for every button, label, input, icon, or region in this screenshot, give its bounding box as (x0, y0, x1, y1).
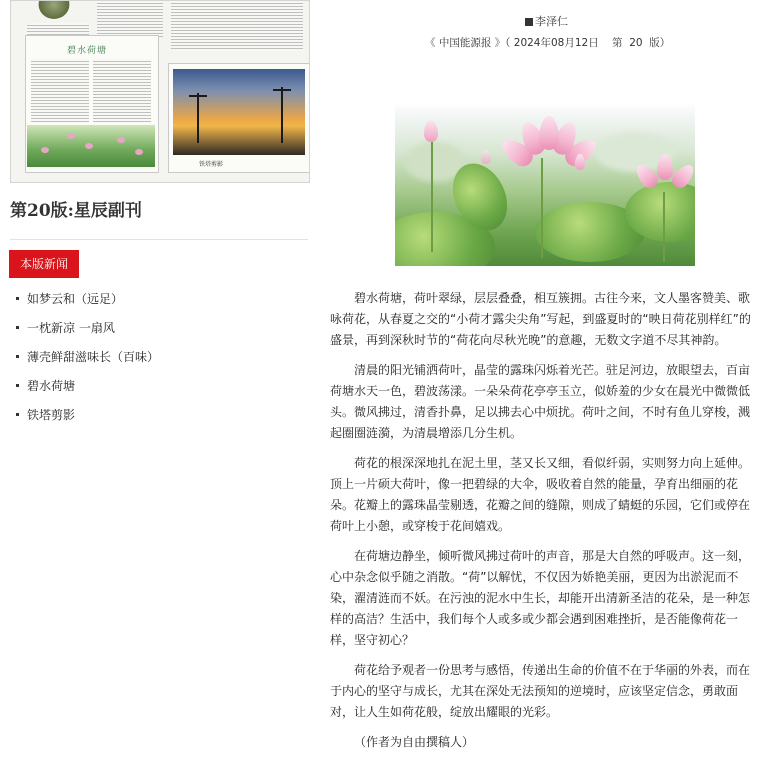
thumb-text-block (93, 59, 151, 123)
article-paragraph: 荷花的根深深地扎在泥土里，茎又长又细，看似纤弱，实则努力向上延伸。顶上一片硕大荷叶，像一把碧绿的大伞，吸收着自然的能量，孕育出细丽的花朵。花瓣上的露珠晶莹剔透，花瓣之间的缝隙，则成了蜻蜓的乐园，它们或停在荷叶上小憩，或穿梭于花间嬉戏。 (330, 456, 751, 533)
page-thumbnail[interactable] (10, 0, 310, 183)
news-item[interactable]: 一枕新凉 一扇风 (10, 316, 159, 345)
square-icon (525, 18, 533, 26)
thumb-photo-caption: 铁塔剪影 (199, 161, 224, 168)
article-paragraph: 碧水荷塘，荷叶翠绿，层层叠叠，相互簇拥。古往今来，文人墨客赞美、歌咏荷花，从春夏之交的“小荷才露尖尖角”写起，到盛夏时的“映日荷花别样红”的盛景，再到深秋时节的“荷花向尽秋光晚”的意趣，无数文字道不尽其神韵。 (330, 291, 751, 347)
news-item[interactable]: 铁塔剪影 (10, 403, 159, 432)
author-note: （作者为自由撰稿人） (354, 735, 475, 749)
tea-photo (38, 1, 70, 19)
article-paragraph: 荷花给予观者一份思考与感悟，传递出生命的价值不在于华丽的外表，而在于内心的坚守与成长，尤其在深处无法预知的逆境时，应该坚定信念，勇敢面对，让人生如荷花般，绽放出耀眼的光彩。 (330, 663, 751, 719)
article-source: 《 中国能源报 》（ 2024年08月12日 第 20 版） (425, 37, 671, 49)
thumb-text-block (171, 1, 303, 51)
news-item[interactable]: 碧水荷塘 (10, 374, 159, 403)
thumb-lotus-photo (27, 125, 155, 167)
news-item[interactable]: 薄壳鲜甜滋味长（百味） (10, 345, 159, 374)
thumb-text-block (31, 59, 89, 123)
thumb-text-block (27, 23, 89, 35)
thumb-text-block (97, 1, 163, 37)
news-list (10, 287, 159, 432)
article-paragraph: 在荷塘边静坐，倾听微风拂过荷叶的声音，那是大自然的呼吸声。这一刻，心中杂念似乎随之消散。“荷”以解忧，不仅因为娇艳美丽，更因为出淤泥而不染，濯清涟而不妖。在污浊的泥水中生长，却能开出清新圣洁的花朵，是一种怎样的高洁？生活中，我们每个人或多或少都会遇到困难挫折，是否能像荷花一样，坚守初心？ (330, 549, 751, 647)
article-paragraph: 清晨的阳光铺洒荷叶，晶莹的露珠闪烁着光芒。驻足河边，放眼望去，百亩荷塘水天一色，碧波荡漾。一朵朵荷花亭亭玉立，似娇羞的少女在晨光中微微低头。微风拂过，清香扑鼻，足以拂去心中烦扰。荷叶之间，不时有鱼儿穿梭，溅起圈圈涟漪，为清晨增添几分生机。 (330, 363, 751, 440)
divider (10, 239, 308, 240)
lotus-photo (395, 102, 695, 266)
news-item[interactable]: 如梦云和（远足） (10, 287, 159, 316)
thumb-lotus-title: 碧水荷塘 (67, 46, 108, 56)
author-name: 李泽仁 (535, 15, 568, 28)
news-tag: 本版新闻 (9, 250, 79, 278)
thumb-sunset-photo (173, 69, 305, 155)
edition-title: 第20版:星辰副刊 (10, 201, 142, 221)
article-body (330, 288, 752, 762)
author-byline (525, 13, 568, 29)
